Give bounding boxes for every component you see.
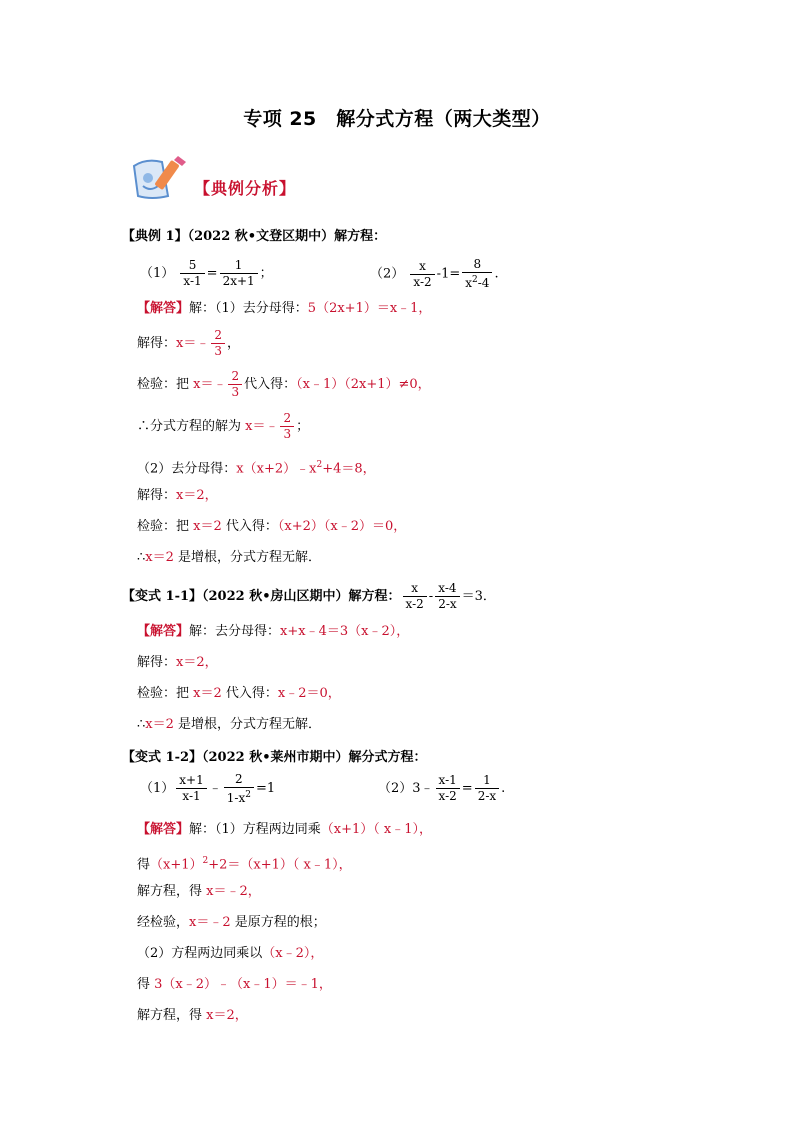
var1-line-1 bbox=[137, 623, 409, 641]
math: （x+1） bbox=[150, 857, 203, 873]
label: （1） bbox=[140, 781, 175, 796]
sol1-line-8 bbox=[137, 549, 321, 567]
numerator: 1 bbox=[220, 258, 258, 274]
math: x＝2， bbox=[206, 1008, 248, 1023]
text: 解得： bbox=[137, 336, 177, 351]
math: x﹣2＝0， bbox=[277, 686, 341, 701]
operator: - bbox=[428, 589, 434, 604]
denominator: 3 bbox=[214, 344, 222, 358]
denominator: 2-x bbox=[477, 789, 497, 803]
math: （x﹣2）， bbox=[262, 946, 324, 961]
numerator: x-1 bbox=[436, 773, 460, 789]
ex1-problem-1 bbox=[140, 257, 273, 291]
text: 检验：把 bbox=[137, 519, 194, 534]
text: 解得： bbox=[137, 488, 177, 503]
sol1-line-4 bbox=[137, 410, 309, 444]
answer-tag: 【解答】 bbox=[137, 301, 190, 316]
denominator: x-1 bbox=[183, 274, 202, 288]
answer-tag: 【解答】 bbox=[137, 624, 190, 639]
math: （x+1）（ x﹣1）， bbox=[320, 822, 433, 837]
denominator: x-1 bbox=[182, 789, 201, 803]
banner-label: 【典例分析】 bbox=[194, 179, 297, 198]
fraction bbox=[228, 369, 242, 400]
numerator: 2 bbox=[211, 328, 225, 344]
denominator: x-2 bbox=[405, 597, 424, 611]
text: （2）方程两边同乘以 bbox=[137, 946, 263, 961]
var2-line-2 bbox=[137, 852, 352, 874]
math: x＝2 bbox=[145, 717, 174, 732]
fraction bbox=[211, 328, 225, 359]
math: x+x﹣4＝3（x﹣2）， bbox=[280, 624, 410, 639]
fraction bbox=[220, 258, 258, 289]
text: 解方程，得 bbox=[137, 884, 207, 899]
text: 得 bbox=[137, 977, 155, 992]
text: （2）去分母得： bbox=[137, 461, 237, 477]
label: （2） bbox=[370, 266, 405, 282]
math: x＝2 bbox=[145, 550, 174, 565]
var2-header bbox=[122, 749, 427, 767]
denominator: x-2 bbox=[438, 789, 457, 803]
section-banner bbox=[128, 152, 318, 206]
den-part: -4 bbox=[477, 276, 490, 290]
fraction bbox=[180, 258, 204, 289]
var2-line-5 bbox=[137, 945, 323, 963]
math: x＝2 bbox=[193, 686, 222, 701]
punct: ； bbox=[296, 419, 310, 434]
exponent: 2 bbox=[316, 460, 323, 470]
text: ∴分式方程的解为 bbox=[137, 419, 246, 434]
text: 是增根，分式方程无解． bbox=[173, 550, 322, 565]
operator: ﹣ bbox=[208, 781, 222, 796]
rhs: =1 bbox=[255, 781, 276, 796]
den-part: 1-x bbox=[226, 790, 246, 805]
fraction bbox=[435, 581, 459, 612]
fraction bbox=[436, 773, 460, 804]
var2-line-7 bbox=[137, 1007, 248, 1025]
math: x（x+2）﹣x bbox=[236, 461, 317, 477]
denominator bbox=[224, 788, 254, 806]
text: 解方程，得 bbox=[137, 1008, 207, 1023]
var2-line-1 bbox=[137, 821, 432, 839]
numerator: 8 bbox=[462, 257, 492, 273]
var2-line-4 bbox=[137, 914, 326, 932]
var1-line-3 bbox=[137, 685, 341, 703]
math: 3（x﹣2）﹣（x﹣1）＝﹣1， bbox=[154, 977, 332, 992]
label: （2）3﹣ bbox=[378, 781, 434, 796]
var2-problem-1 bbox=[140, 771, 275, 807]
var1-header-text: 【变式 1-1】（2022 秋•房山区期中）解方程： bbox=[122, 589, 401, 604]
math: （x+2）（x﹣2）＝0， bbox=[277, 519, 407, 534]
sol1-line-6 bbox=[137, 487, 218, 505]
answer-tag: 【解答】 bbox=[137, 822, 190, 837]
denominator: 2-x bbox=[438, 597, 457, 611]
text: 经检验， bbox=[137, 915, 190, 930]
var1-header bbox=[122, 580, 496, 614]
punct: ＝3． bbox=[461, 589, 496, 604]
numerator: x bbox=[403, 581, 427, 597]
ex1-header-text: 【典例 1】（2022 秋•文登区期中）解方程： bbox=[122, 229, 387, 244]
numerator: x-4 bbox=[435, 581, 459, 597]
numerator: 2 bbox=[228, 369, 242, 385]
text: 是增根，分式方程无解． bbox=[173, 717, 322, 732]
sol1-line-7 bbox=[137, 518, 406, 536]
numerator: x bbox=[410, 259, 434, 275]
text: 是原方程的根； bbox=[230, 915, 326, 930]
numerator: 5 bbox=[180, 258, 204, 274]
punct: ， bbox=[227, 336, 241, 351]
fraction bbox=[176, 773, 206, 804]
ex1-problem-2 bbox=[370, 257, 499, 292]
fraction bbox=[410, 259, 434, 290]
math: x＝2 bbox=[193, 519, 222, 534]
punct: . bbox=[501, 781, 506, 796]
denominator bbox=[462, 273, 492, 291]
text: 解：去分母得： bbox=[189, 624, 281, 639]
math: x＝﹣ bbox=[176, 336, 210, 351]
fraction bbox=[403, 581, 427, 612]
sol1-line-2 bbox=[137, 327, 240, 361]
fraction bbox=[462, 257, 492, 291]
var2-problem-2 bbox=[378, 771, 505, 807]
math: x＝﹣2 bbox=[189, 915, 231, 930]
punct: ； bbox=[259, 266, 273, 281]
math: x＝2， bbox=[176, 655, 218, 670]
denominator: 3 bbox=[283, 427, 292, 441]
math: （x﹣1）（2x+1）≠0， bbox=[296, 377, 431, 392]
denominator: x-2 bbox=[413, 274, 432, 289]
text: 得 bbox=[137, 857, 151, 873]
numerator: 2 bbox=[280, 411, 294, 427]
text: ∴ bbox=[137, 550, 146, 565]
text: 解得： bbox=[137, 655, 177, 670]
text: 代入得： bbox=[244, 377, 297, 392]
text: ∴ bbox=[137, 717, 146, 732]
label: （1） bbox=[140, 266, 175, 281]
var2-line-3 bbox=[137, 883, 261, 901]
text: 代入得： bbox=[221, 519, 278, 534]
sol1-line-3 bbox=[137, 368, 431, 402]
sol1-line-5 bbox=[137, 456, 376, 478]
text: 解：（1）去分母得： bbox=[189, 301, 308, 316]
math: x＝2， bbox=[176, 488, 218, 503]
math: x＝﹣ bbox=[245, 419, 279, 434]
fraction bbox=[280, 411, 294, 442]
ex1-header bbox=[122, 228, 386, 246]
exponent: 2 bbox=[472, 275, 478, 285]
math: x＝﹣2， bbox=[206, 884, 261, 899]
equals: = bbox=[461, 781, 473, 796]
operator: -1= bbox=[436, 266, 461, 282]
text: 检验：把 bbox=[137, 377, 194, 392]
punct: . bbox=[494, 266, 499, 282]
text: 检验：把 bbox=[137, 686, 194, 701]
pencil-paper-icon bbox=[128, 152, 192, 206]
exponent: 2 bbox=[202, 856, 209, 866]
math: 5（2x+1）＝x﹣1， bbox=[307, 301, 432, 316]
var1-line-2 bbox=[137, 654, 218, 672]
fraction bbox=[475, 773, 499, 804]
text: 代入得： bbox=[221, 686, 278, 701]
numerator: 2 bbox=[224, 772, 254, 788]
den-part: x bbox=[465, 276, 473, 290]
numerator: 1 bbox=[475, 773, 499, 789]
sol1-line-1 bbox=[137, 300, 431, 318]
equals: = bbox=[206, 266, 218, 281]
denominator: 2x+1 bbox=[222, 274, 255, 288]
text: 解：（1）方程两边同乘 bbox=[189, 822, 321, 837]
var2-header-text: 【变式 1-2】（2022 秋•莱州市期中）解分式方程： bbox=[122, 750, 427, 765]
page-title: 专项 25 解分式方程（两大类型） bbox=[243, 108, 551, 130]
denominator: 3 bbox=[231, 385, 240, 399]
fraction bbox=[224, 772, 254, 806]
exponent: 2 bbox=[245, 789, 251, 800]
var2-line-6 bbox=[137, 976, 332, 994]
numerator: x+1 bbox=[176, 773, 206, 789]
math: x＝﹣ bbox=[193, 377, 227, 392]
math: +2＝（x+1）（ x﹣1）， bbox=[208, 857, 352, 873]
var1-line-4 bbox=[137, 716, 321, 734]
math: +4＝8， bbox=[322, 461, 376, 477]
